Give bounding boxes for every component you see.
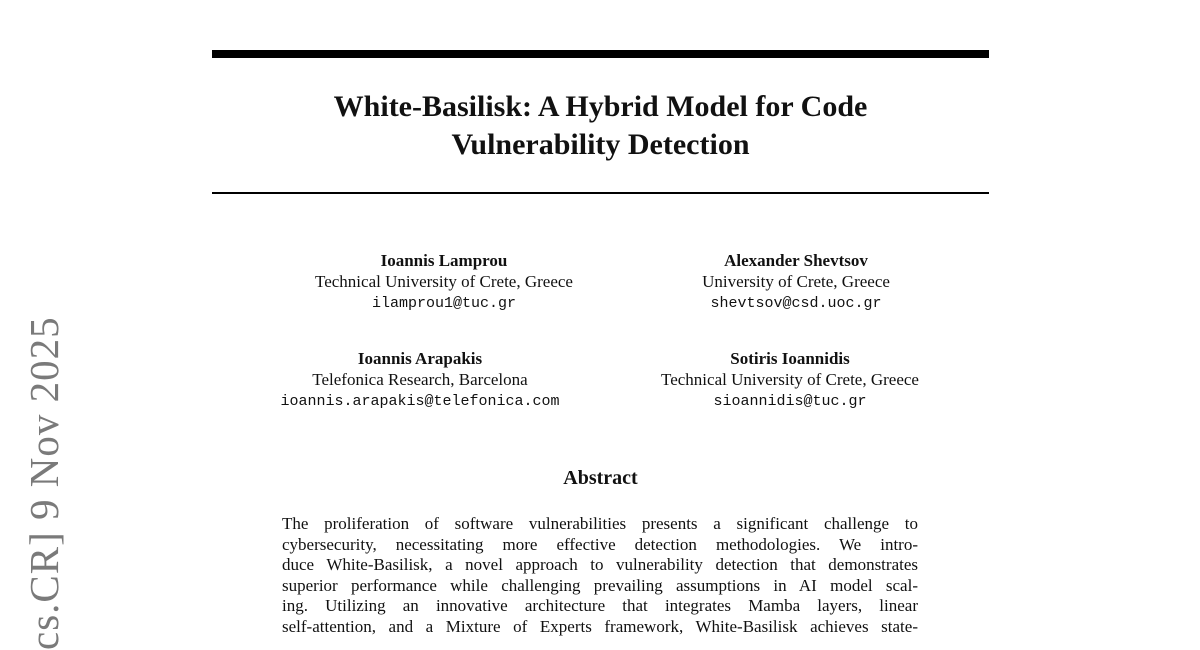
abstract-heading: Abstract [563, 467, 638, 489]
title-rule [212, 192, 989, 194]
abstract-line: self-attention, and a Mixture of Experts framework, White-Basilisk achieves state- [282, 616, 918, 636]
author-email[interactable]: ioannis.arapakis@telefonica.com [280, 393, 560, 410]
author-block-1 [244, 250, 644, 315]
author-block-2 [596, 250, 996, 315]
author-affiliation: Technical University of Crete, Greece [315, 272, 573, 291]
top-rule [212, 50, 989, 58]
abstract-line: superior performance while challenging prevailing assumptions in AI model scal- [282, 575, 918, 595]
paper-title [212, 88, 989, 164]
author-name: Ioannis Arapakis [357, 349, 483, 368]
author-name: Alexander Shevtsov [724, 251, 868, 270]
author-affiliation: University of Crete, Greece [702, 272, 890, 291]
author-email[interactable]: sioannidis@tuc.gr [713, 393, 867, 410]
abstract-line: cybersecurity, necessitating more effective detection methodologies. We intro- [282, 534, 918, 554]
title-line-2: Vulnerability Detection [451, 128, 750, 161]
author-block-3 [220, 348, 620, 413]
author-email[interactable]: shevtsov@csd.uoc.gr [710, 295, 882, 312]
title-line-1: White-Basilisk: A Hybrid Model for Code [333, 90, 868, 123]
abstract-text [282, 514, 918, 637]
author-affiliation: Technical University of Crete, Greece [661, 370, 919, 389]
author-email[interactable]: ilamprou1@tuc.gr [371, 295, 517, 312]
author-name: Ioannis Lamprou [380, 251, 508, 270]
author-affiliation: Telefonica Research, Barcelona [312, 370, 528, 389]
author-name: Sotiris Ioannidis [730, 349, 850, 368]
author-block-4 [590, 348, 990, 413]
abstract-line: duce White-Basilisk, a novel approach to vulnerability detection that demonstrates [282, 555, 918, 574]
abstract-line: The proliferation of software vulnerabilities presents a significant challenge to [282, 514, 918, 533]
arxiv-side-stamp: cs.CR] 9 Nov 2025 [21, 316, 67, 650]
abstract-line: ing. Utilizing an innovative architecture that integrates Mamba layers, linear [282, 596, 918, 615]
